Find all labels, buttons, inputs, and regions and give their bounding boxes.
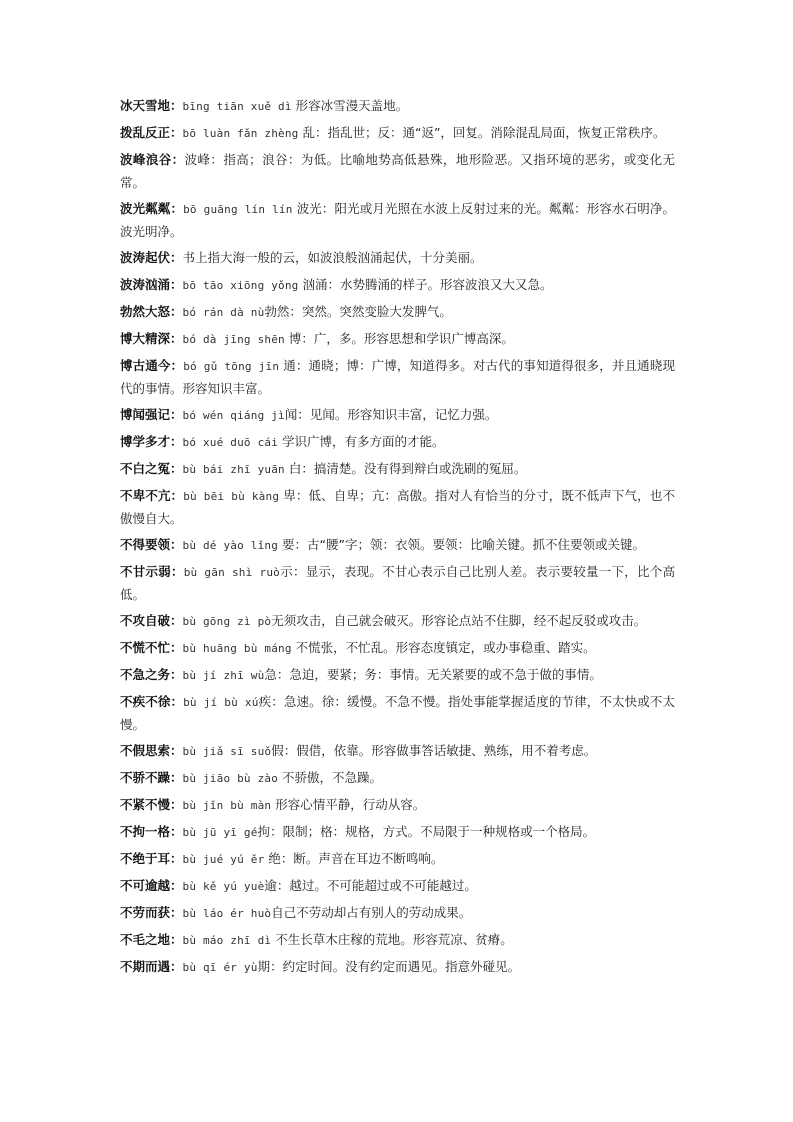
idiom-entry (120, 485, 675, 530)
idiom-term: 博古通今： (120, 358, 184, 373)
idiom-entry (120, 247, 675, 270)
idiom-entry (120, 691, 675, 736)
idiom-entry (120, 848, 675, 871)
idiom-entry (120, 740, 675, 763)
idiom-entry (120, 431, 675, 454)
idiom-entry (120, 149, 675, 194)
idiom-pinyin: bù jué yú ěr (182, 853, 265, 866)
idiom-term: 不急之务： (120, 667, 183, 682)
idiom-term: 博闻强记： (120, 407, 183, 422)
idiom-definition: 通：通晓；博：广博，知道得多。对古代的事知道得很多，并且通晓现代的事情。形容知识丰富。 (120, 358, 675, 396)
idiom-definition: 自己不劳动却占有别人的劳动成果。 (271, 905, 472, 920)
idiom-entry (120, 404, 675, 427)
idiom-term: 波峰浪谷： (120, 152, 185, 167)
idiom-term: 波涛起伏： (120, 250, 183, 265)
idiom-entry (120, 355, 675, 400)
idiom-term: 不拘一格： (120, 824, 183, 839)
idiom-term: 勃然大怒： (120, 304, 183, 319)
idiom-entry (120, 956, 675, 979)
idiom-pinyin: bó xué duō cái (182, 436, 279, 449)
idiom-entry (120, 929, 675, 952)
idiom-entry (120, 794, 675, 817)
idiom-definition: 白：搞清楚。没有得到辩白或洗刷的冤屈。 (288, 461, 527, 476)
idiom-pinyin: bù jǐn bù màn (182, 799, 272, 812)
idiom-term: 博学多才： (120, 434, 183, 449)
idiom-definition: 博：广，多。形容思想和学识广博高深。 (288, 331, 514, 346)
idiom-list (120, 95, 675, 983)
idiom-definition: 疾：急速。徐：缓慢。不急不慢。指处事能掌握适度的节律，不太快或不太慢。 (120, 694, 675, 732)
idiom-pinyin: bó gǔ tōng jīn (183, 360, 280, 373)
idiom-definition: 拘：限制；格：规格，方式。不局限于一种规格或一个格局。 (257, 824, 596, 839)
idiom-entry (120, 301, 675, 324)
idiom-definition: 不生长草木庄稼的荒地。形容荒凉、贫瘠。 (275, 932, 513, 947)
idiom-pinyin: bù dé yào lǐng (182, 539, 279, 552)
idiom-pinyin: bō tāo xiōng yǒng (182, 279, 299, 292)
idiom-pinyin: bó dà jīng shēn (182, 333, 285, 346)
idiom-pinyin: bō guāng lín lín (183, 203, 293, 216)
idiom-definition: 期：约定时间。没有约定而遇见。指意外碰见。 (257, 959, 521, 974)
idiom-definition: 闻：见闻。形容知识丰富，记忆力强。 (284, 407, 498, 422)
idiom-pinyin: bù bái zhī yuān (182, 463, 285, 476)
idiom-pinyin: bó rán dà nù (182, 306, 265, 319)
idiom-term: 不绝于耳： (120, 851, 183, 866)
idiom-pinyin: bù gōng zì pò (182, 615, 272, 628)
idiom-pinyin: bù gān shì ruò (183, 566, 280, 579)
idiom-pinyin: bō luàn fǎn zhèng (182, 127, 299, 140)
idiom-pinyin: bù jí bù xú (183, 696, 259, 709)
idiom-entry (120, 198, 675, 243)
idiom-term: 不攻自破： (120, 613, 183, 628)
idiom-pinyin: bù láo ér huò (182, 907, 272, 920)
idiom-entry (120, 767, 675, 790)
idiom-pinyin: bù jiǎ sī suǒ (182, 745, 272, 758)
idiom-entry (120, 534, 675, 557)
idiom-pinyin: bù kě yú yuè (182, 880, 265, 893)
idiom-pinyin: bù jí zhī wù (182, 669, 265, 682)
idiom-term: 不劳而获： (120, 905, 183, 920)
idiom-pinyin: bù bēi bù kàng (183, 490, 280, 503)
idiom-definition: 示：显示，表现。不甘心表示自己比别人差。表示要较量一下，比个高低。 (120, 564, 675, 602)
idiom-entry (120, 328, 675, 351)
idiom-entry (120, 95, 675, 118)
idiom-term: 不紧不慢： (120, 797, 183, 812)
idiom-definition: 卑：低、自卑；亢：高傲。指对人有恰当的分寸，既不低声下气，也不傲慢自大。 (120, 488, 675, 526)
idiom-pinyin: bīng tiān xuě dì (182, 100, 292, 113)
idiom-term: 不毛之地： (120, 932, 183, 947)
idiom-definition: 汹涌：水势腾涌的样子。形容波浪又大又急。 (302, 277, 553, 292)
idiom-term: 拨乱反正： (120, 125, 183, 140)
idiom-term: 不慌不忙： (120, 640, 183, 655)
idiom-pinyin: bù qī ér yù (182, 961, 258, 974)
idiom-term: 不疾不徐： (120, 694, 184, 709)
idiom-definition: 不慌张，不忙乱。形容态度镇定，或办事稳重、踏实。 (295, 640, 596, 655)
idiom-definition: 无须攻击，自己就会破灭。形容论点站不住脚，经不起反驳或攻击。 (271, 613, 647, 628)
idiom-term: 不得要领： (120, 537, 183, 552)
idiom-definition: 急：急迫，要紧；务：事情。无关紧要的或不急于做的事情。 (264, 667, 602, 682)
idiom-definition: 形容冰雪漫天盖地。 (295, 98, 409, 113)
idiom-definition: 不骄傲，不急躁。 (282, 770, 383, 785)
idiom-definition: 乱：指乱世；反：通“返”，回复。消除混乱局面，恢复正常秩序。 (302, 125, 666, 140)
idiom-definition: 波光：阳光或月光照在水波上反射过来的光。粼粼：形容水石明净。波光明净。 (120, 201, 675, 239)
idiom-term: 不卑不亢： (120, 488, 184, 503)
idiom-entry (120, 637, 675, 660)
idiom-term: 不甘示弱： (120, 564, 184, 579)
idiom-term: 冰天雪地： (120, 98, 183, 113)
idiom-entry (120, 664, 675, 687)
idiom-term: 不假思索： (120, 743, 183, 758)
idiom-term: 博大精深： (120, 331, 183, 346)
idiom-definition: 要：古“腰”字；领：衣领。要领：比喻关键。抓不住要领或关键。 (282, 537, 645, 552)
idiom-entry (120, 610, 675, 633)
idiom-term: 波光粼粼： (120, 201, 184, 216)
idiom-term: 不骄不躁： (120, 770, 183, 785)
idiom-definition: 绝：断。声音在耳边不断鸣响。 (268, 851, 444, 866)
idiom-term: 不期而遇： (120, 959, 183, 974)
idiom-entry (120, 875, 675, 898)
idiom-definition: 逾：越过。不可能超过或不可能越过。 (264, 878, 477, 893)
idiom-entry (120, 122, 675, 145)
idiom-definition: 学识广博，有多方面的才能。 (282, 434, 445, 449)
idiom-pinyin: bù jiāo bù zào (182, 772, 279, 785)
idiom-definition: 形容心情平静，行动从容。 (275, 797, 426, 812)
idiom-entry (120, 902, 675, 925)
idiom-pinyin: bù máo zhī dì (182, 934, 272, 947)
idiom-definition: 勃然：突然。突然变脸大发脾气。 (264, 304, 452, 319)
idiom-pinyin: bù huāng bù máng (182, 642, 292, 655)
idiom-entry (120, 821, 675, 844)
idiom-term: 不白之冤： (120, 461, 183, 476)
idiom-term: 波涛汹涌： (120, 277, 183, 292)
idiom-definition: 波峰：指高；浪谷：为低。比喻地势高低悬殊，地形险恶。又指环境的恶劣，或变化无常。 (120, 152, 675, 190)
idiom-entry (120, 274, 675, 297)
idiom-pinyin: bù jū yī gé (182, 826, 258, 839)
idiom-entry (120, 561, 675, 606)
idiom-pinyin: bó wén qiáng jì (182, 409, 285, 422)
idiom-entry (120, 458, 675, 481)
idiom-definition: 假：假借，依靠。形容做事答话敏捷、熟练，用不着考虑。 (271, 743, 597, 758)
idiom-definition: 书上指大海一般的云，如波浪般汹涌起伏，十分美丽。 (182, 250, 483, 265)
idiom-term: 不可逾越： (120, 878, 183, 893)
